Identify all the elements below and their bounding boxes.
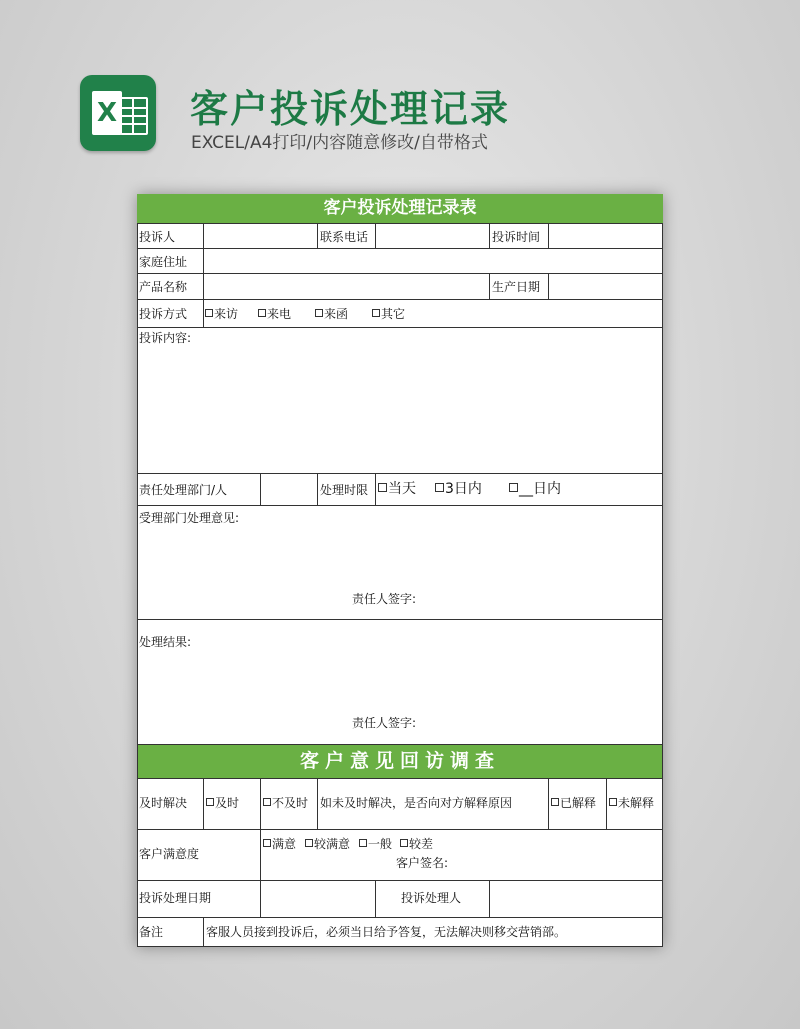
complainant-label: 投诉人: [139, 230, 176, 244]
excel-icon: [80, 75, 156, 151]
result-signature-label: 责任人签字:: [352, 716, 417, 730]
checkbox-icon[interactable]: [400, 839, 408, 847]
responsible-signature-label: 责任人签字:: [352, 592, 417, 606]
method-option-phone[interactable]: 来电: [258, 307, 291, 321]
deadline-option-custom[interactable]: __日内: [509, 482, 561, 496]
satisfaction-option-fairly[interactable]: 较满意: [305, 837, 350, 851]
checkbox-icon[interactable]: [551, 798, 559, 806]
checkbox-icon[interactable]: [378, 483, 387, 492]
deadline-option-today[interactable]: 当天: [378, 482, 416, 496]
page-title: 客户投诉处理记录: [190, 87, 511, 131]
method-option-visit[interactable]: 来访: [205, 307, 238, 321]
checkbox-icon[interactable]: [315, 309, 323, 317]
spreadsheet-grid-icon: [120, 97, 148, 135]
page-subtitle: EXCEL/A4打印/内容随意修改/自带格式: [191, 133, 488, 153]
satisfaction-label: 客户满意度: [139, 847, 200, 861]
method-option-other[interactable]: 其它: [372, 307, 405, 321]
explain-question: 如未及时解决，是否向对方解释原因: [320, 796, 513, 810]
checkbox-icon[interactable]: [263, 798, 271, 806]
handle-date-label: 投诉处理日期: [139, 891, 212, 905]
production-date-label: 生产日期: [492, 280, 541, 294]
result-label: 处理结果:: [139, 635, 192, 649]
deadline-label: 处理时限: [320, 483, 369, 497]
checkbox-icon[interactable]: [372, 309, 380, 317]
method-label: 投诉方式: [139, 307, 188, 321]
handler-label: 投诉处理人: [401, 891, 462, 905]
checkbox-icon[interactable]: [435, 483, 444, 492]
explained-option[interactable]: 已解释: [551, 796, 596, 810]
responsible-dept-label: 责任处理部门/人: [139, 483, 228, 497]
checkbox-icon[interactable]: [206, 798, 214, 806]
timely-option[interactable]: 及时: [206, 796, 239, 810]
not-explained-option[interactable]: 未解释: [609, 796, 654, 810]
timely-label: 及时解决: [139, 796, 188, 810]
product-label: 产品名称: [139, 280, 188, 294]
satisfaction-option-satisfied[interactable]: 满意: [263, 837, 296, 851]
deadline-option-3days[interactable]: 3日内: [435, 482, 482, 496]
complaint-time-label: 投诉时间: [492, 230, 541, 244]
checkbox-icon[interactable]: [305, 839, 313, 847]
form-title: 客户投诉处理记录表: [137, 194, 663, 224]
complaint-form-sheet: [137, 194, 663, 947]
checkbox-icon[interactable]: [205, 309, 213, 317]
checkbox-icon[interactable]: [258, 309, 266, 317]
checkbox-icon[interactable]: [359, 839, 367, 847]
remark-text: 客服人员接到投诉后，必须当日给予答复，无法解决则移交营销部。: [206, 925, 567, 939]
dept-opinion-label: 受理部门处理意见:: [139, 511, 240, 525]
survey-title: 客户意见回访调查: [137, 744, 663, 779]
excel-letter: X: [92, 91, 122, 135]
customer-signature-label: 客户签名:: [396, 856, 449, 870]
content-label: 投诉内容:: [139, 331, 192, 345]
remark-label: 备注: [139, 925, 164, 939]
checkbox-icon[interactable]: [263, 839, 271, 847]
checkbox-icon[interactable]: [509, 483, 518, 492]
checkbox-icon[interactable]: [609, 798, 617, 806]
not-timely-option[interactable]: 不及时: [263, 796, 308, 810]
phone-label: 联系电话: [320, 230, 369, 244]
method-option-letter[interactable]: 来函: [315, 307, 348, 321]
address-label: 家庭住址: [139, 255, 188, 269]
satisfaction-option-average[interactable]: 一般: [359, 837, 392, 851]
satisfaction-option-poor[interactable]: 较差: [400, 837, 433, 851]
